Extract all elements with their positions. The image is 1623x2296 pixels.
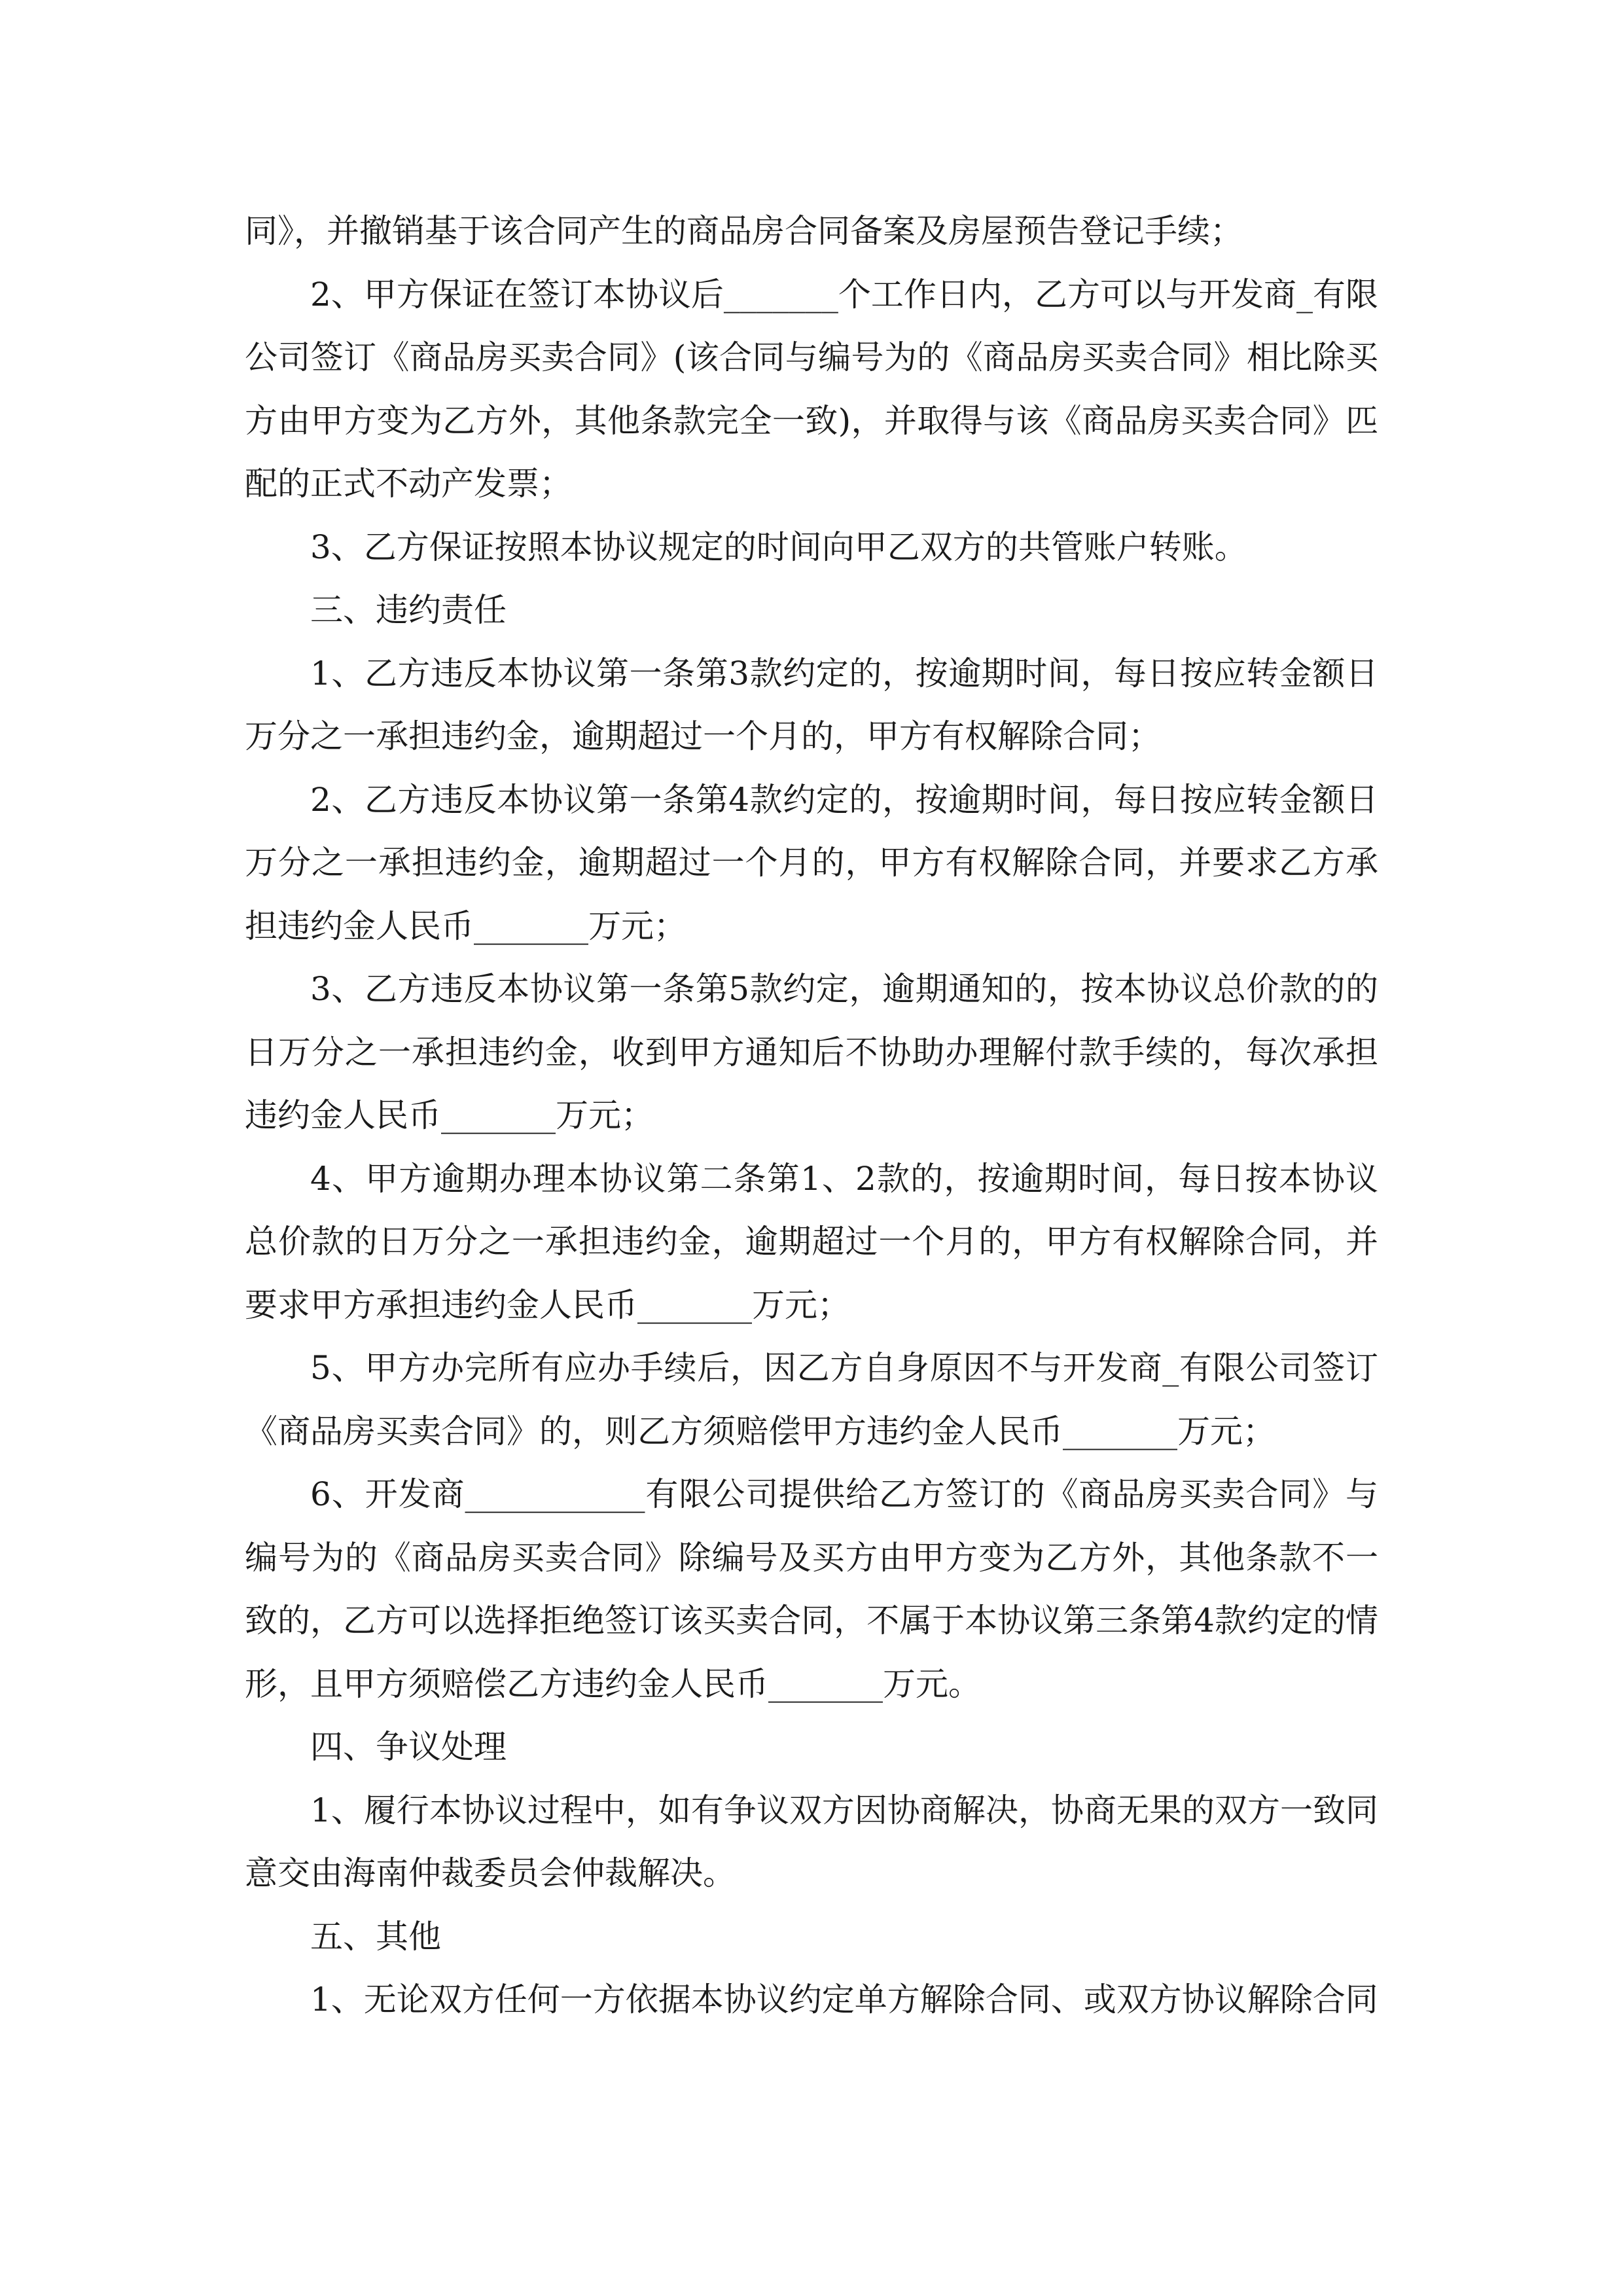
section-heading-other: 五、其他 <box>310 1917 441 1956</box>
paragraph-clause-3-3: 3、乙方违反本协议第一条第5款约定，逾期通知的，按本协议总价款的的日万分之一承担违约金，收到甲方通知后不协助办理解付款手续的，每次承担违约金人民币_______万元； <box>245 970 1378 1134</box>
paragraph-clause-2-2: 2、甲方保证在签订本协议后_______个工作日内，乙方可以与开发商_有限公司签订《商品房买卖合同》(该合同与编号为的《商品房买卖合同》相比除买方由甲方变为乙方外，其他条款完全一致)，并取得与该《商品房买卖合同》匹配的正式不动产发票； <box>245 275 1378 503</box>
paragraph-continuation: 同》，并撤销基于该合同产生的商品房合同备案及房屋预告登记手续； <box>245 212 1243 250</box>
paragraph-clause-3-2: 2、乙方违反本协议第一条第4款约定的，按逾期时间，每日按应转金额日万分之一承担违约金，逾期超过一个月的，甲方有权解除合同，并要求乙方承担违约金人民币_______万元； <box>245 780 1378 945</box>
paragraph-clause-3-5: 5、甲方办完所有应办手续后，因乙方自身原因不与开发商_有限公司签订《商品房买卖合同》的，则乙方须赔偿甲方违约金人民币_______万元； <box>245 1349 1378 1450</box>
paragraph-clause-5-1: 1、无论双方任何一方依据本协议约定单方解除合同、或双方协议解除合同 <box>310 1981 1378 2018</box>
section-heading-dispute: 四、争议处理 <box>310 1728 507 1766</box>
paragraph-clause-2-3: 3、乙方保证按照本协议规定的时间向甲乙双方的共管账户转账。 <box>310 528 1247 566</box>
document-body <box>245 200 1378 2032</box>
paragraph-clause-3-4: 4、甲方逾期办理本协议第二条第1、2款的，按逾期时间，每日按本协议总价款的日万分之一承担违约金，逾期超过一个月的，甲方有权解除合同，并要求甲方承担违约金人民币_______万元； <box>245 1159 1378 1324</box>
paragraph-clause-4-1: 1、履行本协议过程中，如有争议双方因协商解决，协商无果的双方一致同意交由海南仲裁委员会仲裁解决。 <box>245 1791 1378 1892</box>
paragraph-clause-3-6: 6、开发商___________有限公司提供给乙方签订的《商品房买卖合同》与编号为的《商品房买卖合同》除编号及买方由甲方变为乙方外，其他条款不一致的，乙方可以选择拒绝签订该买卖合同，不属于本协议第三条第4款约定的情形，且甲方须赔偿乙方违约金人民币_______万元。 <box>245 1475 1378 1703</box>
section-heading-breach: 三、违约责任 <box>310 591 507 629</box>
paragraph-clause-3-1: 1、乙方违反本协议第一条第3款约定的，按逾期时间，每日按应转金额日万分之一承担违约金，逾期超过一个月的，甲方有权解除合同； <box>245 654 1378 755</box>
